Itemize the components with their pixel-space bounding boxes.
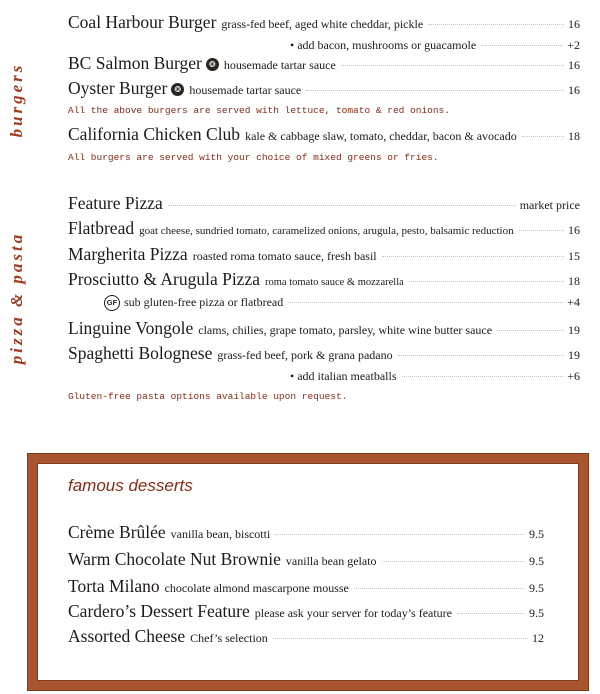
item-desc: roasted roma tomato sauce, fresh basil <box>192 249 377 263</box>
leader-dots <box>275 534 525 535</box>
addon-text: • add bacon, mushrooms or guacamole <box>290 38 477 52</box>
dessert-item-torta-milano <box>68 576 544 597</box>
item-name: Feature Pizza <box>68 193 163 213</box>
item-price: 18 <box>568 129 580 143</box>
item-name: Prosciutto & Arugula Pizza <box>68 269 260 289</box>
item-price: 9.5 <box>529 527 544 541</box>
leader-dots <box>306 90 564 91</box>
leader-dots <box>398 355 564 356</box>
leader-dots <box>382 256 564 257</box>
item-name: Torta Milano <box>68 576 160 596</box>
item-name: Spaghetti Bolognese <box>68 343 213 363</box>
addon-meatballs <box>290 369 580 384</box>
item-name: Oyster Burger <box>68 78 168 98</box>
item-price: 9.5 <box>529 554 544 568</box>
menu-item-margherita-pizza <box>68 244 580 265</box>
menu-item-bc-salmon-burger <box>68 53 580 74</box>
item-desc: housemade tartar sauce <box>189 83 302 97</box>
item-price: 15 <box>568 249 580 263</box>
menu-item-oyster-burger <box>68 78 580 99</box>
item-price: 9.5 <box>529 606 544 620</box>
item-desc: Chef’s selection <box>190 631 268 645</box>
item-desc: chocolate almond mascarpone mousse <box>164 581 349 595</box>
addon-text: sub gluten-free pizza or flatbread <box>124 295 284 309</box>
item-desc: vanilla bean, biscotti <box>170 527 271 541</box>
leader-dots <box>428 24 564 25</box>
item-desc: housemade tartar sauce <box>223 58 336 72</box>
burger-note-sides: All burgers are served with your choice of mixed greens or fries. <box>68 152 439 163</box>
item-price: 18 <box>568 274 580 288</box>
item-price: 16 <box>568 17 580 31</box>
item-price: 9.5 <box>529 581 544 595</box>
menu-item-prosciutto-arugula-pizza <box>68 269 580 290</box>
item-desc: grass-fed beef, pork & grana padano <box>217 348 393 362</box>
item-name: Assorted Cheese <box>68 626 186 646</box>
dessert-item-brownie <box>68 549 544 570</box>
menu-item-feature-pizza <box>68 193 580 214</box>
leader-dots <box>522 136 564 137</box>
menu-item-california-chicken-club <box>68 124 580 145</box>
item-price: 19 <box>568 348 580 362</box>
item-name: Flatbread <box>68 218 135 238</box>
addon-bacon <box>290 38 580 53</box>
burger-note-toppings: All the above burgers are served with lettuce, tomato & red onions. <box>68 105 450 116</box>
leader-dots <box>341 65 564 66</box>
leader-dots <box>168 205 516 206</box>
section-label-burgers: burgers <box>7 62 26 138</box>
addon-price: +2 <box>567 38 580 52</box>
dessert-item-assorted-cheese <box>68 626 544 647</box>
item-name: Warm Chocolate Nut Brownie <box>68 549 281 569</box>
item-name: Coal Harbour Burger <box>68 12 217 32</box>
gluten-free-badge-icon: GF <box>104 295 120 311</box>
leader-dots <box>288 302 563 303</box>
item-desc: goat cheese, sundried tomato, caramelized onions, arugula, pesto, balsamic reduction <box>139 225 514 237</box>
section-label-pizza-pasta: pizza & pasta <box>7 231 26 365</box>
item-name: California Chicken Club <box>68 124 241 144</box>
leader-dots <box>481 45 563 46</box>
leader-dots <box>457 613 525 614</box>
leader-dots <box>519 230 564 231</box>
item-price: market price <box>519 198 580 212</box>
item-price: 12 <box>532 631 544 645</box>
leader-dots <box>409 281 564 282</box>
item-desc: grass-fed beef, aged white cheddar, pickle <box>221 17 424 31</box>
menu-item-flatbread <box>68 218 580 239</box>
item-price: 16 <box>568 223 580 237</box>
desserts-title: famous desserts <box>68 476 193 495</box>
item-name: Margherita Pizza <box>68 244 188 264</box>
item-desc: roma tomato sauce & mozzarella <box>265 277 404 288</box>
menu-item-coal-harbour-burger <box>68 12 580 33</box>
item-name: Crème Brûlée <box>68 522 166 542</box>
item-desc: kale & cabbage slaw, tomato, cheddar, bacon & avocado <box>245 129 517 143</box>
leader-dots <box>497 330 564 331</box>
leader-dots <box>382 561 525 562</box>
dessert-item-dessert-feature <box>68 601 544 622</box>
item-name: Cardero’s Dessert Feature <box>68 601 250 621</box>
item-price: 16 <box>568 58 580 72</box>
item-price: 19 <box>568 323 580 337</box>
menu-item-linguine-vongole <box>68 318 580 339</box>
addon-text: • add italian meatballs <box>290 369 397 383</box>
menu-item-spaghetti-bolognese <box>68 343 580 364</box>
addon-price: +6 <box>567 369 580 383</box>
ocean-wise-fish-icon: ❂ <box>206 58 219 71</box>
item-desc: please ask your server for today’s feature <box>254 606 452 620</box>
addon-gluten-free-crust <box>104 295 580 312</box>
item-price: 16 <box>568 83 580 97</box>
leader-dots <box>354 588 525 589</box>
item-name: Linguine Vongole <box>68 318 194 338</box>
item-name: BC Salmon Burger <box>68 53 202 73</box>
leader-dots <box>402 376 564 377</box>
leader-dots <box>273 638 528 639</box>
item-desc: clams, chilies, grape tomato, parsley, white wine butter sauce <box>198 323 493 337</box>
ocean-wise-fish-icon: ❂ <box>171 83 184 96</box>
addon-price: +4 <box>567 295 580 309</box>
dessert-item-creme-brulee <box>68 522 544 543</box>
pasta-note-gluten-free: Gluten-free pasta options available upon request. <box>68 391 348 402</box>
item-desc: vanilla bean gelato <box>285 554 377 568</box>
